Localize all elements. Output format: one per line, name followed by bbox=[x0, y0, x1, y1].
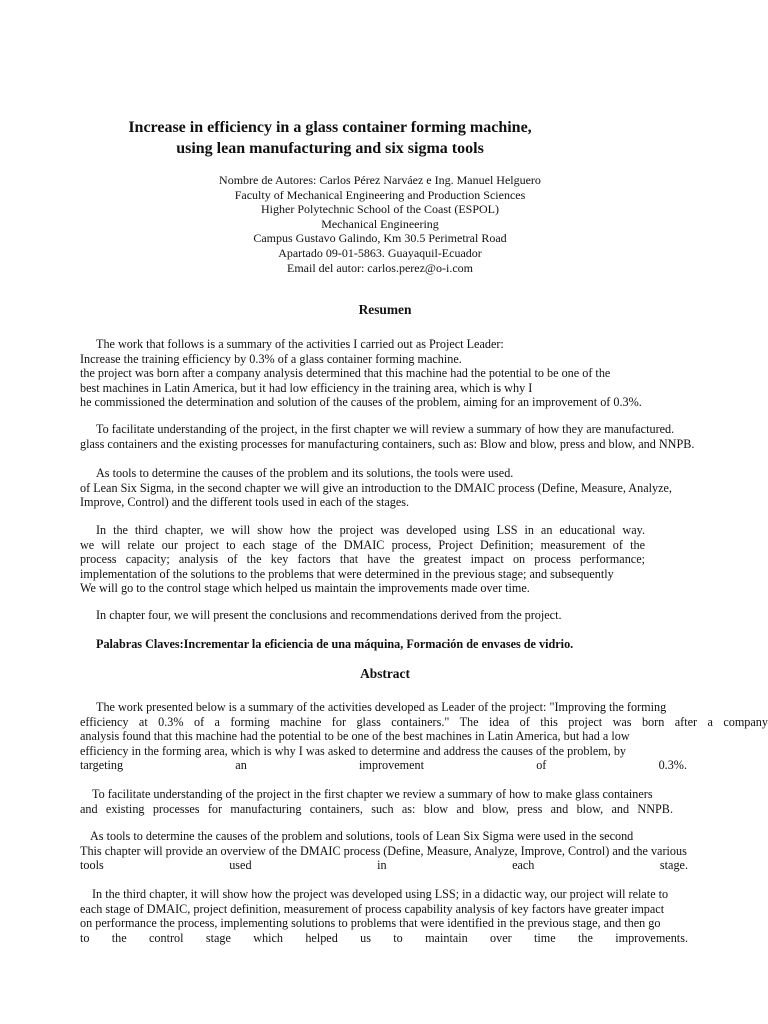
text-line: We will go to the control stage which helped us maintain the improvements made over time. bbox=[80, 581, 530, 596]
program: Mechanical Engineering bbox=[321, 216, 439, 231]
paper-title bbox=[60, 118, 600, 159]
author-email: Email del autor: carlos.perez@o-i.com bbox=[287, 260, 473, 275]
text-line: glass containers and the existing processes for manufacturing containers, such as: Blow and blow, press and blow, and NNPB. bbox=[80, 436, 695, 451]
text-line: efficiency at 0.3% of a forming machine for glass containers." The idea of this project was born after a company bbox=[80, 714, 768, 729]
resumen-paragraph-2 bbox=[80, 422, 695, 451]
title-line-1: Increase in efficiency in a glass container forming machine, bbox=[128, 119, 532, 136]
faculty: Faculty of Mechanical Engineering and Production Sciences bbox=[234, 187, 526, 202]
text-line: This chapter will provide an overview of the DMAIC process (Define, Measure, Analyze, Improve, Control) and the various bbox=[80, 843, 687, 858]
text-line: to the control stage which helped us to maintain over time the improvements. bbox=[80, 930, 688, 945]
resumen-heading: Resumen bbox=[358, 302, 412, 317]
text-line: As tools to determine the causes of the problem and solutions, tools of Lean Six Sigma were used in the second bbox=[90, 829, 634, 843]
text-line: analysis found that this machine had the potential to be one of the best machines in Latin America, but had a low bbox=[80, 729, 630, 744]
keywords: Palabras Claves:Incrementar la eficiencia de una máquina, Formación de envases de vidrio. bbox=[96, 637, 574, 651]
text-line: best machines in Latin America, but it had low efficiency in the training area, which is why I bbox=[80, 380, 533, 395]
text-line: the project was born after a company analysis determined that this machine had the potential to be one of the bbox=[80, 366, 611, 381]
author-names: Nombre de Autores: Carlos Pérez Narváez e Ing. Manuel Helguero bbox=[219, 173, 541, 187]
title-line-2: using lean manufacturing and six sigma tools bbox=[176, 139, 484, 157]
resumen-paragraph-1 bbox=[80, 337, 680, 410]
abstract-paragraph-2 bbox=[80, 787, 673, 816]
author-block bbox=[180, 173, 580, 275]
text-line: and existing processes for manufacturing containers, such as: blow and blow, press and blow, and NNPB. bbox=[80, 801, 673, 816]
text-line: In the third chapter, we will show how the project was developed using LSS in an educational way. bbox=[96, 523, 645, 537]
text-line: In chapter four, we will present the conclusions and recommendations derived from the project. bbox=[96, 608, 562, 622]
resumen-paragraph-4 bbox=[80, 523, 645, 596]
text-line: In the third chapter, it will show how the project was developed using LSS; in a didactic way, our project will relate to bbox=[92, 887, 669, 901]
text-line: of Lean Six Sigma, in the second chapter we will give an introduction to the DMAIC process (Define, Measure, Analyze, bbox=[80, 480, 672, 495]
abstract-paragraph-1 bbox=[80, 700, 768, 773]
text-line: Increase the training efficiency by 0.3% of a glass container forming machine. bbox=[80, 351, 462, 366]
text-line: process capacity; analysis of the key factors that have the greatest impact on process performance; bbox=[80, 552, 645, 567]
resumen-paragraph-5 bbox=[80, 608, 680, 623]
text-line: The work presented below is a summary of the activities developed as Leader of the project: "Improving the forming bbox=[96, 700, 667, 714]
text-line: we will relate our project to each stage of the DMAIC process, Project Definition; measurement of the bbox=[80, 537, 645, 552]
text-line: implementation of the solutions to the problems that were determined in the previous stage; and subsequently bbox=[80, 566, 614, 581]
text-line: To facilitate understanding of the project, in the first chapter we will review a summary of how they are manufactured. bbox=[96, 422, 675, 436]
text-line: on performance the process, implementing solutions to problems that were identified in the previous stage, and then go bbox=[80, 916, 661, 931]
text-line: To facilitate understanding of the project in the first chapter we review a summary of how to make glass containers bbox=[92, 787, 653, 801]
text-line: Improve, Control) and the different tools used in each of the stages. bbox=[80, 495, 410, 510]
abstract-paragraph-4 bbox=[80, 887, 688, 945]
text-line: As tools to determine the causes of the problem and its solutions, the tools were used. bbox=[96, 466, 514, 480]
abstract-heading: Abstract bbox=[360, 666, 410, 681]
text-line: The work that follows is a summary of the activities I carried out as Project Leader: bbox=[96, 337, 504, 351]
text-line: he commissioned the determination and solution of the causes of the problem, aiming for an improvement of 0.3%. bbox=[80, 395, 642, 410]
text-line: tools used in each stage. bbox=[80, 858, 688, 873]
abstract-paragraph-3 bbox=[80, 829, 688, 873]
school: Higher Polytechnic School of the Coast (ESPOL) bbox=[261, 202, 499, 217]
resumen-paragraph-3 bbox=[80, 466, 680, 510]
text-line: efficiency in the forming area, which is why I was asked to determine and address the causes of the problem, by bbox=[80, 743, 627, 758]
campus: Campus Gustavo Galindo, Km 30.5 Perimetral Road bbox=[253, 231, 507, 246]
postal-address: Apartado 09-01-5863. Guayaquil-Ecuador bbox=[278, 245, 482, 260]
text-line: targeting an improvement of 0.3%. bbox=[80, 758, 687, 773]
text-line: each stage of DMAIC, project definition, measurement of process capability analysis of key factors have greater impact bbox=[80, 901, 665, 916]
